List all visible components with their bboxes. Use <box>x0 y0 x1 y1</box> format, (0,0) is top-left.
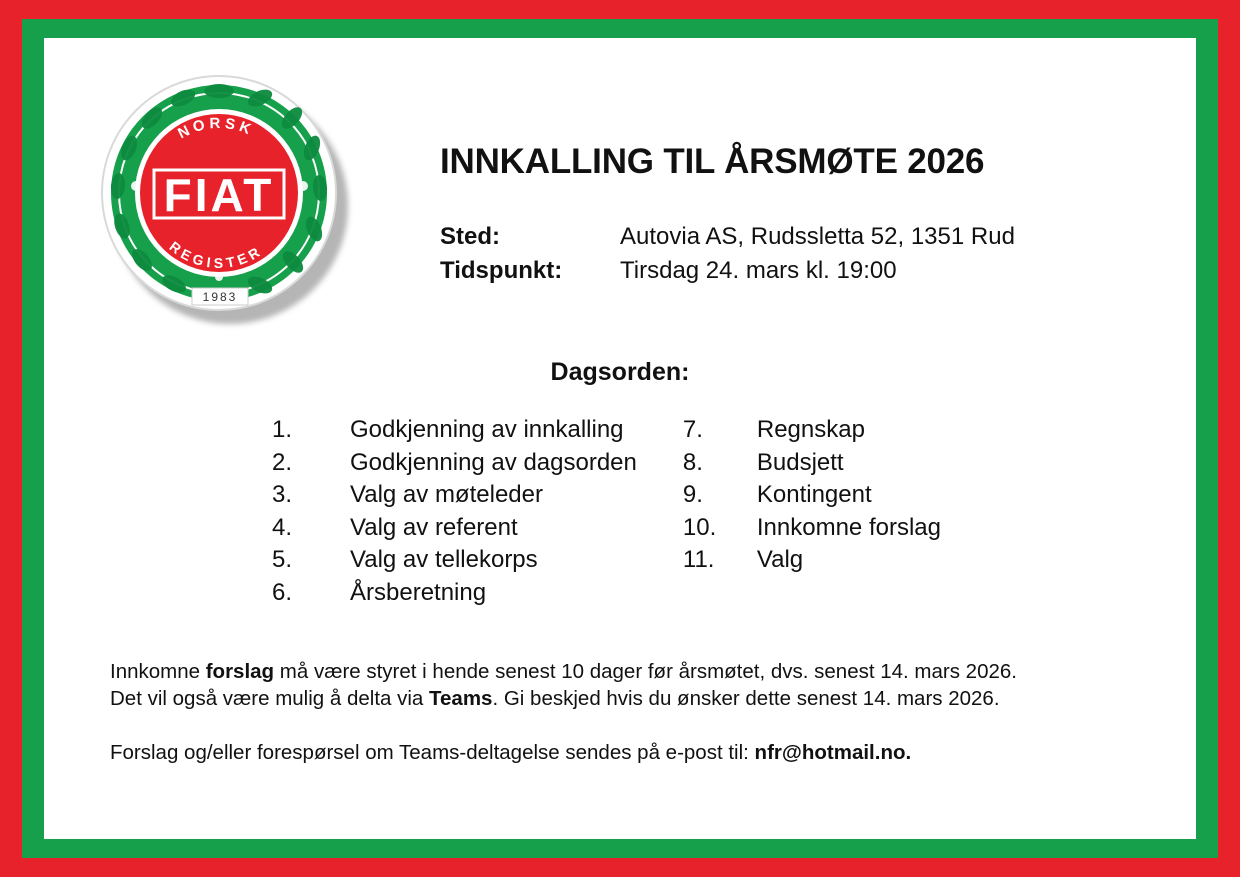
list-item-number: 9. <box>682 481 703 509</box>
list-item-label: Valg av referent <box>350 513 518 541</box>
detail-value-time: Tirsdag 24. mars kl. 19:00 <box>620 257 897 284</box>
footnote-line-email <box>110 739 1150 766</box>
footnote-line-teams <box>110 685 1150 712</box>
meeting-details <box>440 223 1015 291</box>
list-item-label: Valg <box>756 546 804 574</box>
list-item <box>272 449 637 482</box>
list-item-number: 3. <box>272 481 293 509</box>
detail-label-time: Tidspunkt: <box>440 257 563 284</box>
list-item-number: 2. <box>272 448 293 476</box>
list-item <box>683 481 941 514</box>
logo <box>100 74 352 326</box>
fiat-register-emblem-icon <box>100 74 346 320</box>
detail-label-location: Sted: <box>440 223 500 250</box>
list-item <box>683 546 941 579</box>
list-item-label: Innkomne forslag <box>756 513 941 541</box>
list-item-label: Valg av tellekorps <box>350 546 538 574</box>
list-item-number: 8. <box>682 448 703 476</box>
agenda-column-right <box>683 416 941 612</box>
footnote-line-proposals <box>110 658 1150 685</box>
list-item-number: 6. <box>272 578 293 606</box>
list-item-label: Budsjett <box>756 448 844 476</box>
page-title: INNKALLING TIL ÅRSMØTE 2026 <box>440 142 985 181</box>
agenda-list <box>272 416 941 612</box>
list-item <box>272 546 637 579</box>
footnote-emphasis-forslag: forslag <box>205 660 275 683</box>
contact-email[interactable]: nfr@hotmail.no. <box>754 741 912 764</box>
footnote-text: må være styret i hende senest 10 dager før årsmøtet, dvs. senest 14. mars 2026. <box>274 660 1017 683</box>
svg-text:1983: 1983 <box>202 290 238 304</box>
list-item-number: 1. <box>272 416 293 443</box>
list-item <box>272 481 637 514</box>
svg-text:FIAT: FIAT <box>163 169 275 221</box>
list-item <box>272 514 637 547</box>
list-item-number: 5. <box>272 546 293 574</box>
svg-text:NORSK: NORSK <box>175 114 257 143</box>
detail-value-location: Autovia AS, Rudssletta 52, 1351 Rud <box>620 223 1015 250</box>
list-item <box>683 449 941 482</box>
footnote-text: Innkomne <box>110 660 206 683</box>
footnote-text: Det vil også være mulig å delta via <box>110 687 430 710</box>
list-item <box>272 416 637 449</box>
list-item-number: 11. <box>682 546 715 574</box>
footnote-emphasis-teams: Teams <box>429 687 493 710</box>
list-item-label: Kontingent <box>756 481 872 509</box>
list-item-number: 4. <box>272 513 293 541</box>
footnote-spacer <box>110 712 1150 739</box>
list-item-label: Regnskap <box>756 416 865 443</box>
footnote-text: Forslag og/eller forespørsel om Teams-deltagelse sendes på e-post til: <box>110 741 755 764</box>
list-item-number: 10. <box>682 513 717 541</box>
detail-row-time <box>440 257 1015 291</box>
list-item <box>683 514 941 547</box>
footnotes <box>110 658 1150 766</box>
list-item-number: 7. <box>682 416 703 443</box>
detail-row-location <box>440 223 1015 257</box>
agenda-heading: Dagsorden: <box>550 358 690 386</box>
poster-page <box>44 38 1196 839</box>
list-item-label: Valg av møteleder <box>350 481 543 509</box>
list-item-label: Godkjenning av innkalling <box>350 416 624 443</box>
svg-text:REGISTER: REGISTER <box>166 238 266 272</box>
list-item <box>683 416 941 449</box>
poster-green-frame <box>22 19 1218 858</box>
list-item <box>272 579 637 612</box>
agenda-column-left <box>272 416 637 612</box>
list-item-label: Årsberetning <box>350 578 487 606</box>
footnote-text: . Gi beskjed hvis du ønsker dette senest 14. mars 2026. <box>492 687 1000 710</box>
list-item-label: Godkjenning av dagsorden <box>350 448 637 476</box>
